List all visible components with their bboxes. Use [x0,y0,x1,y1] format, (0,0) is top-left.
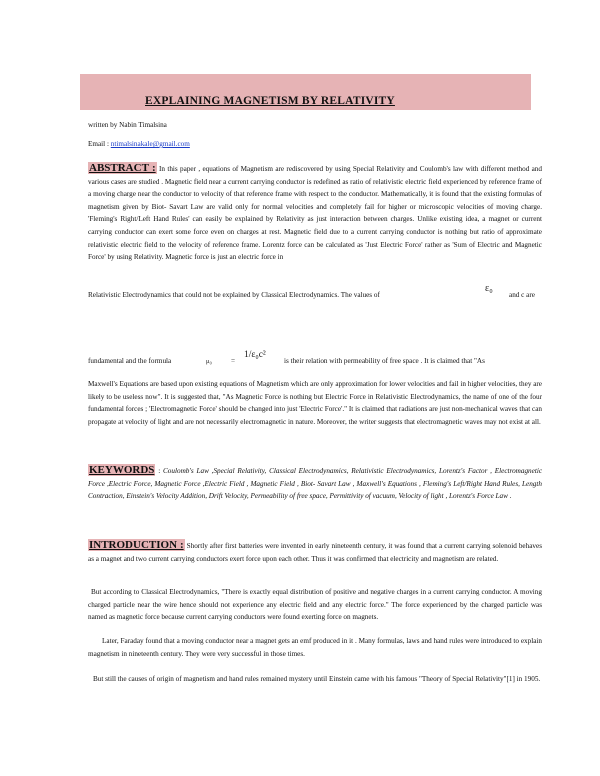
email-link[interactable]: ntimalsinakale@gmail.com [110,140,190,148]
abstract-formula-a: fundamental and the formula [88,357,172,365]
paper-title: EXPLAINING MAGNETISM BY RELATIVITY [145,95,395,107]
author-line: written by Nabin Timalsina [88,121,167,129]
abstract-heading: ABSTRACT : [89,162,156,174]
abstract-values-b: and c are [509,291,535,299]
permeability-formula: 1/ε₀c² [244,350,266,360]
keywords-paragraph [88,464,542,503]
keywords-colon: : [158,467,161,475]
abstract-text-1: In this paper , equations of Magnetism are rediscovered by using Special Relativity and Coulomb's law with different method and various cases are studied . Magnetic field near a current carrying conductor is redefined as ratio of relativistic electric field experienced by reference frame of a moving charge near the conductor to velocity of that reference frame with respect to the conductor. Mathematically, it is found that the existing formulas of magnetism given by Biot- Savart Law are valid only for normal velocities and completely fail for higher or microscopic velocities of moving charge. 'Fleming's Right/Left Hand Rules' can easily be explained by Relativity as just interaction between charges. Unlike existing idea, a magnet or current carrying conductor can exert some force even on charges at rest. Magnetic field due to a current carrying conductor is nothing but ratio of approximate relativistic electric field to the velocity of reference frame. Lorentz force can be calculated as 'Just Electric Force' rather as 'Sum of Electric and Magnetic Force' by using Relativity. Magnetic force is just an electric force in [88,165,542,262]
abstract-paragraph [88,162,542,264]
abstract-text-2: Maxwell's Equations are based upon existing equations of Magnetism which are only approximation for lower velocities and fail in higher velocities, they are likely to be useless now". It is suggested that, "As Magnetic Force is nothing but Electric Force in Relativistic Electrodynamics, the name of one of the four fundamental forces ; 'Electromagnetic Force' should be changed into just 'Electric Force'." It is claimed that radiations are just non-mechanical waves that can propagate at velocity of light and are not necessarily electromagnetic in nature. Moreover, the writer suggests that electromagnetic waves may not exist at all. [88,380,542,426]
abstract-values-line [88,291,380,299]
email-line [88,140,190,148]
introduction-heading: INTRODUCTION : [89,539,184,551]
formula-equals: = [231,357,236,365]
mu-symbol: μ₀ [206,358,212,365]
abstract-formula-b: is their relation with permeability of free space . It is claimed that "As [284,357,485,365]
introduction-para-2: But according to Classical Electrodynamics, "There is exactly equal distribution of positive and negative charges in a current carrying conductor. A moving charged particle near the wire hence should not experience any electric field and any electric force." The force experienced by the charged particle was named as magnetic force because current carrying conductors were found exerting force on magnets. [88,588,542,622]
introduction-para-4: But still the causes of origin of magnetism and hand rules remained mystery until Einstein came with his famous "Theory of Special Relativity"[1] in 1905. [93,675,541,683]
introduction-para-3: Later, Faraday found that a moving conductor near a magnet gets an emf produced in it . Many formulas, laws and hand rules were introduced to explain magnetism in nineteenth century. They were very successful in those times. [88,637,542,658]
keywords-heading: KEYWORDS [89,464,155,476]
epsilon-symbol: ε₀ [485,283,493,294]
keywords-text: Coulomb's Law ,Special Relativity, Classical Electrodynamics, Relativistic Electrodynamics, Lorentz's Factor , Electromagnetic Force ,Electric Force, Magnetic Force ,Electric Field , Magnetic Field , Biot- Savart Law , Maxwell's Equations , Fleming's Left/Right Hand Rules, Length Contraction, Einstein's Velocity Addition, Drift Velocity, Permeability of free space, Permittivity of vacuum, Velocity of light , Lorentz's Force Law . [88,467,543,501]
email-label: Email : [88,140,109,148]
abstract-values-a: Relativistic Electrodynamics that could not be explained by Classical Electrodynamics. The values of [88,291,380,299]
introduction-para-1 [88,539,542,565]
introduction-text-1: Shortly after first batteries were invented in early nineteenth century, it was found that a current carrying solenoid behaves as a magnet and two current carrying conductors exert force upon each other. Thus it was confirmed that electricity and magnetism are related. [88,542,542,563]
